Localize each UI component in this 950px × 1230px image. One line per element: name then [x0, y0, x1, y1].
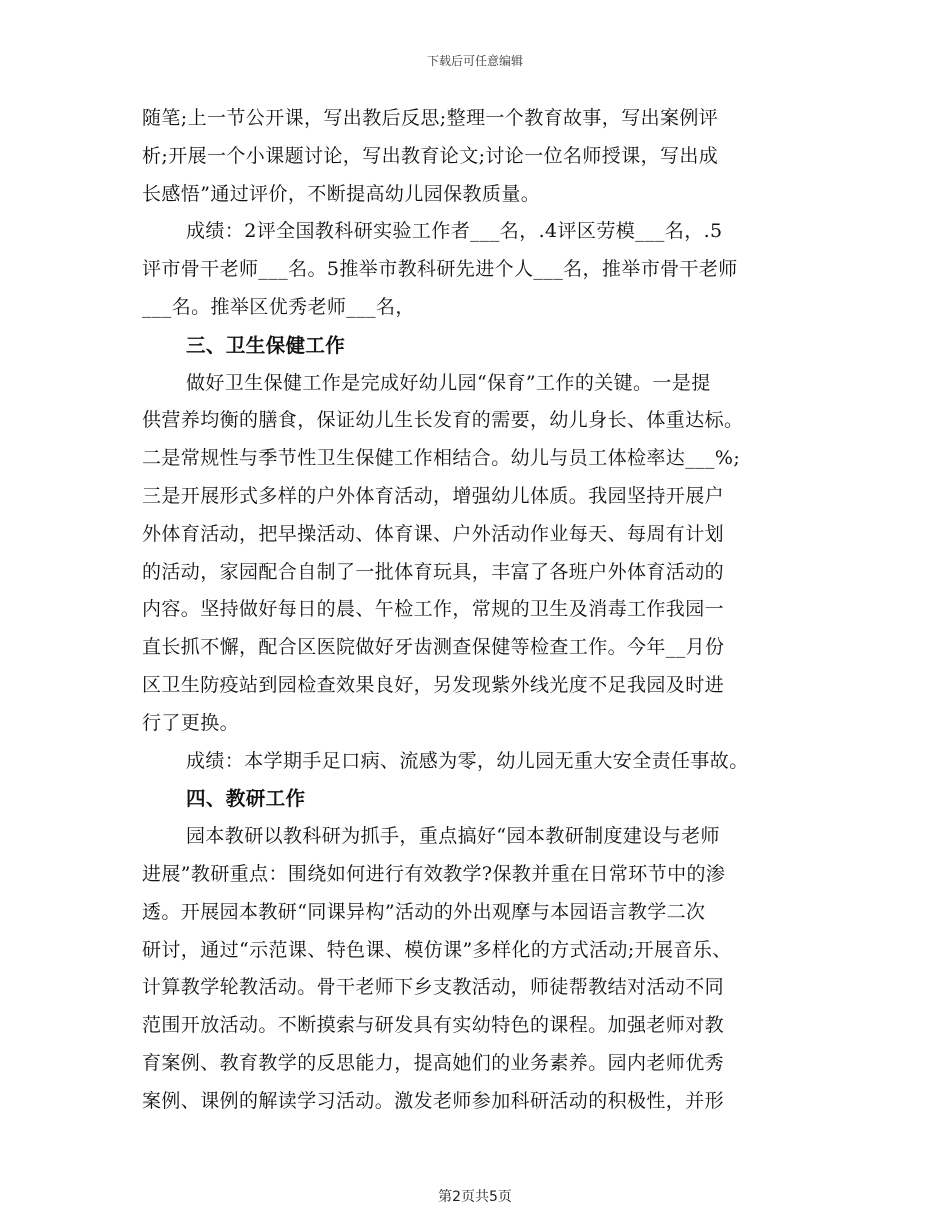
text-line: 长感悟”通过评价，不断提高幼儿园保教质量。 — [142, 182, 541, 205]
text-line: 析;开展一个小课题讨论，写出教育论文;讨论一位名师授课，写出成 — [142, 144, 719, 167]
text-line: 研讨，通过“示范课、特色课、模仿课”多样化的方式活动;开展音乐、 — [142, 938, 732, 961]
document-body — [142, 100, 810, 1121]
text-line: 园本教研以教科研为抓手，重点搞好“园本教研制度建设与老师 — [186, 825, 720, 848]
text-line: 育案例、教育教学的反思能力，提高她们的业务素养。园内老师优秀 — [142, 1051, 725, 1074]
section-heading: 四、教研工作 — [186, 787, 306, 811]
text-line: ___名。推举区优秀老师___名， — [142, 295, 415, 318]
text-line: 评市骨干老师___名。5推举市教科研先进个人___名，推举市骨干老师 — [142, 258, 738, 281]
text-line: 行了更换。 — [142, 711, 240, 734]
text-line: 成绩：本学期手足口病、流感为零，幼儿园无重大安全责任事故。 — [186, 749, 749, 772]
text-line: 直长抓不懈，配合区医院做好牙齿测查保健等检查工作。今年__月份 — [142, 636, 725, 659]
text-line: 案例、课例的解读学习活动。激发老师参加科研活动的积极性，并形 — [142, 1089, 725, 1112]
text-line: 透。开展园本教研“同课异构”活动的外出观摩与本园语言教学二次 — [142, 900, 706, 923]
text-line: 计算教学轮教活动。骨干老师下乡支教活动，师徒帮教结对活动不同 — [142, 976, 725, 999]
text-line: 进展”教研重点：围绕如何进行有效教学?保教并重在日常环节中的渗 — [142, 862, 726, 885]
text-line: 随笔;上一节公开课，写出教后反思;整理一个教育故事，写出案例评 — [142, 107, 719, 129]
text-line: 供营养均衡的膳食，保证幼儿生长发育的需要，幼儿身长、体重达标。 — [142, 409, 744, 432]
page-footer: 第2页共5页 — [438, 1189, 512, 1205]
text-line: 范围开放活动。不断摸索与研发具有实幼特色的课程。加强老师对教 — [142, 1014, 725, 1037]
text-line: 的活动，家园配合自制了一批体育玩具，丰富了各班户外体育活动的 — [142, 560, 725, 583]
text-line: 做好卫生保健工作是完成好幼儿园“保育”工作的关键。一是提 — [186, 371, 711, 394]
text-line: 二是常规性与季节性卫生保健工作相结合。幼儿与员工体检率达___%; — [142, 447, 741, 470]
text-line: 三是开展形式多样的户外体育活动，增强幼儿体质。我园坚持开展户 — [142, 484, 725, 507]
text-line: 外体育活动，把早操活动、体育课、户外活动作业每天、每周有计划 — [142, 522, 725, 545]
page-header: 下载后可任意编辑 — [426, 54, 523, 68]
section-heading: 三、卫生保健工作 — [186, 333, 346, 357]
text-line: 成绩：2评全国教科研实验工作者___名，.4评区劳模___名，.5 — [186, 220, 723, 243]
text-line: 内容。坚持做好每日的晨、午检工作，常规的卫生及消毒工作我园一 — [142, 598, 725, 621]
text-line: 区卫生防疫站到园检查效果良好，另发现紫外线光度不足我园及时进 — [142, 673, 725, 696]
